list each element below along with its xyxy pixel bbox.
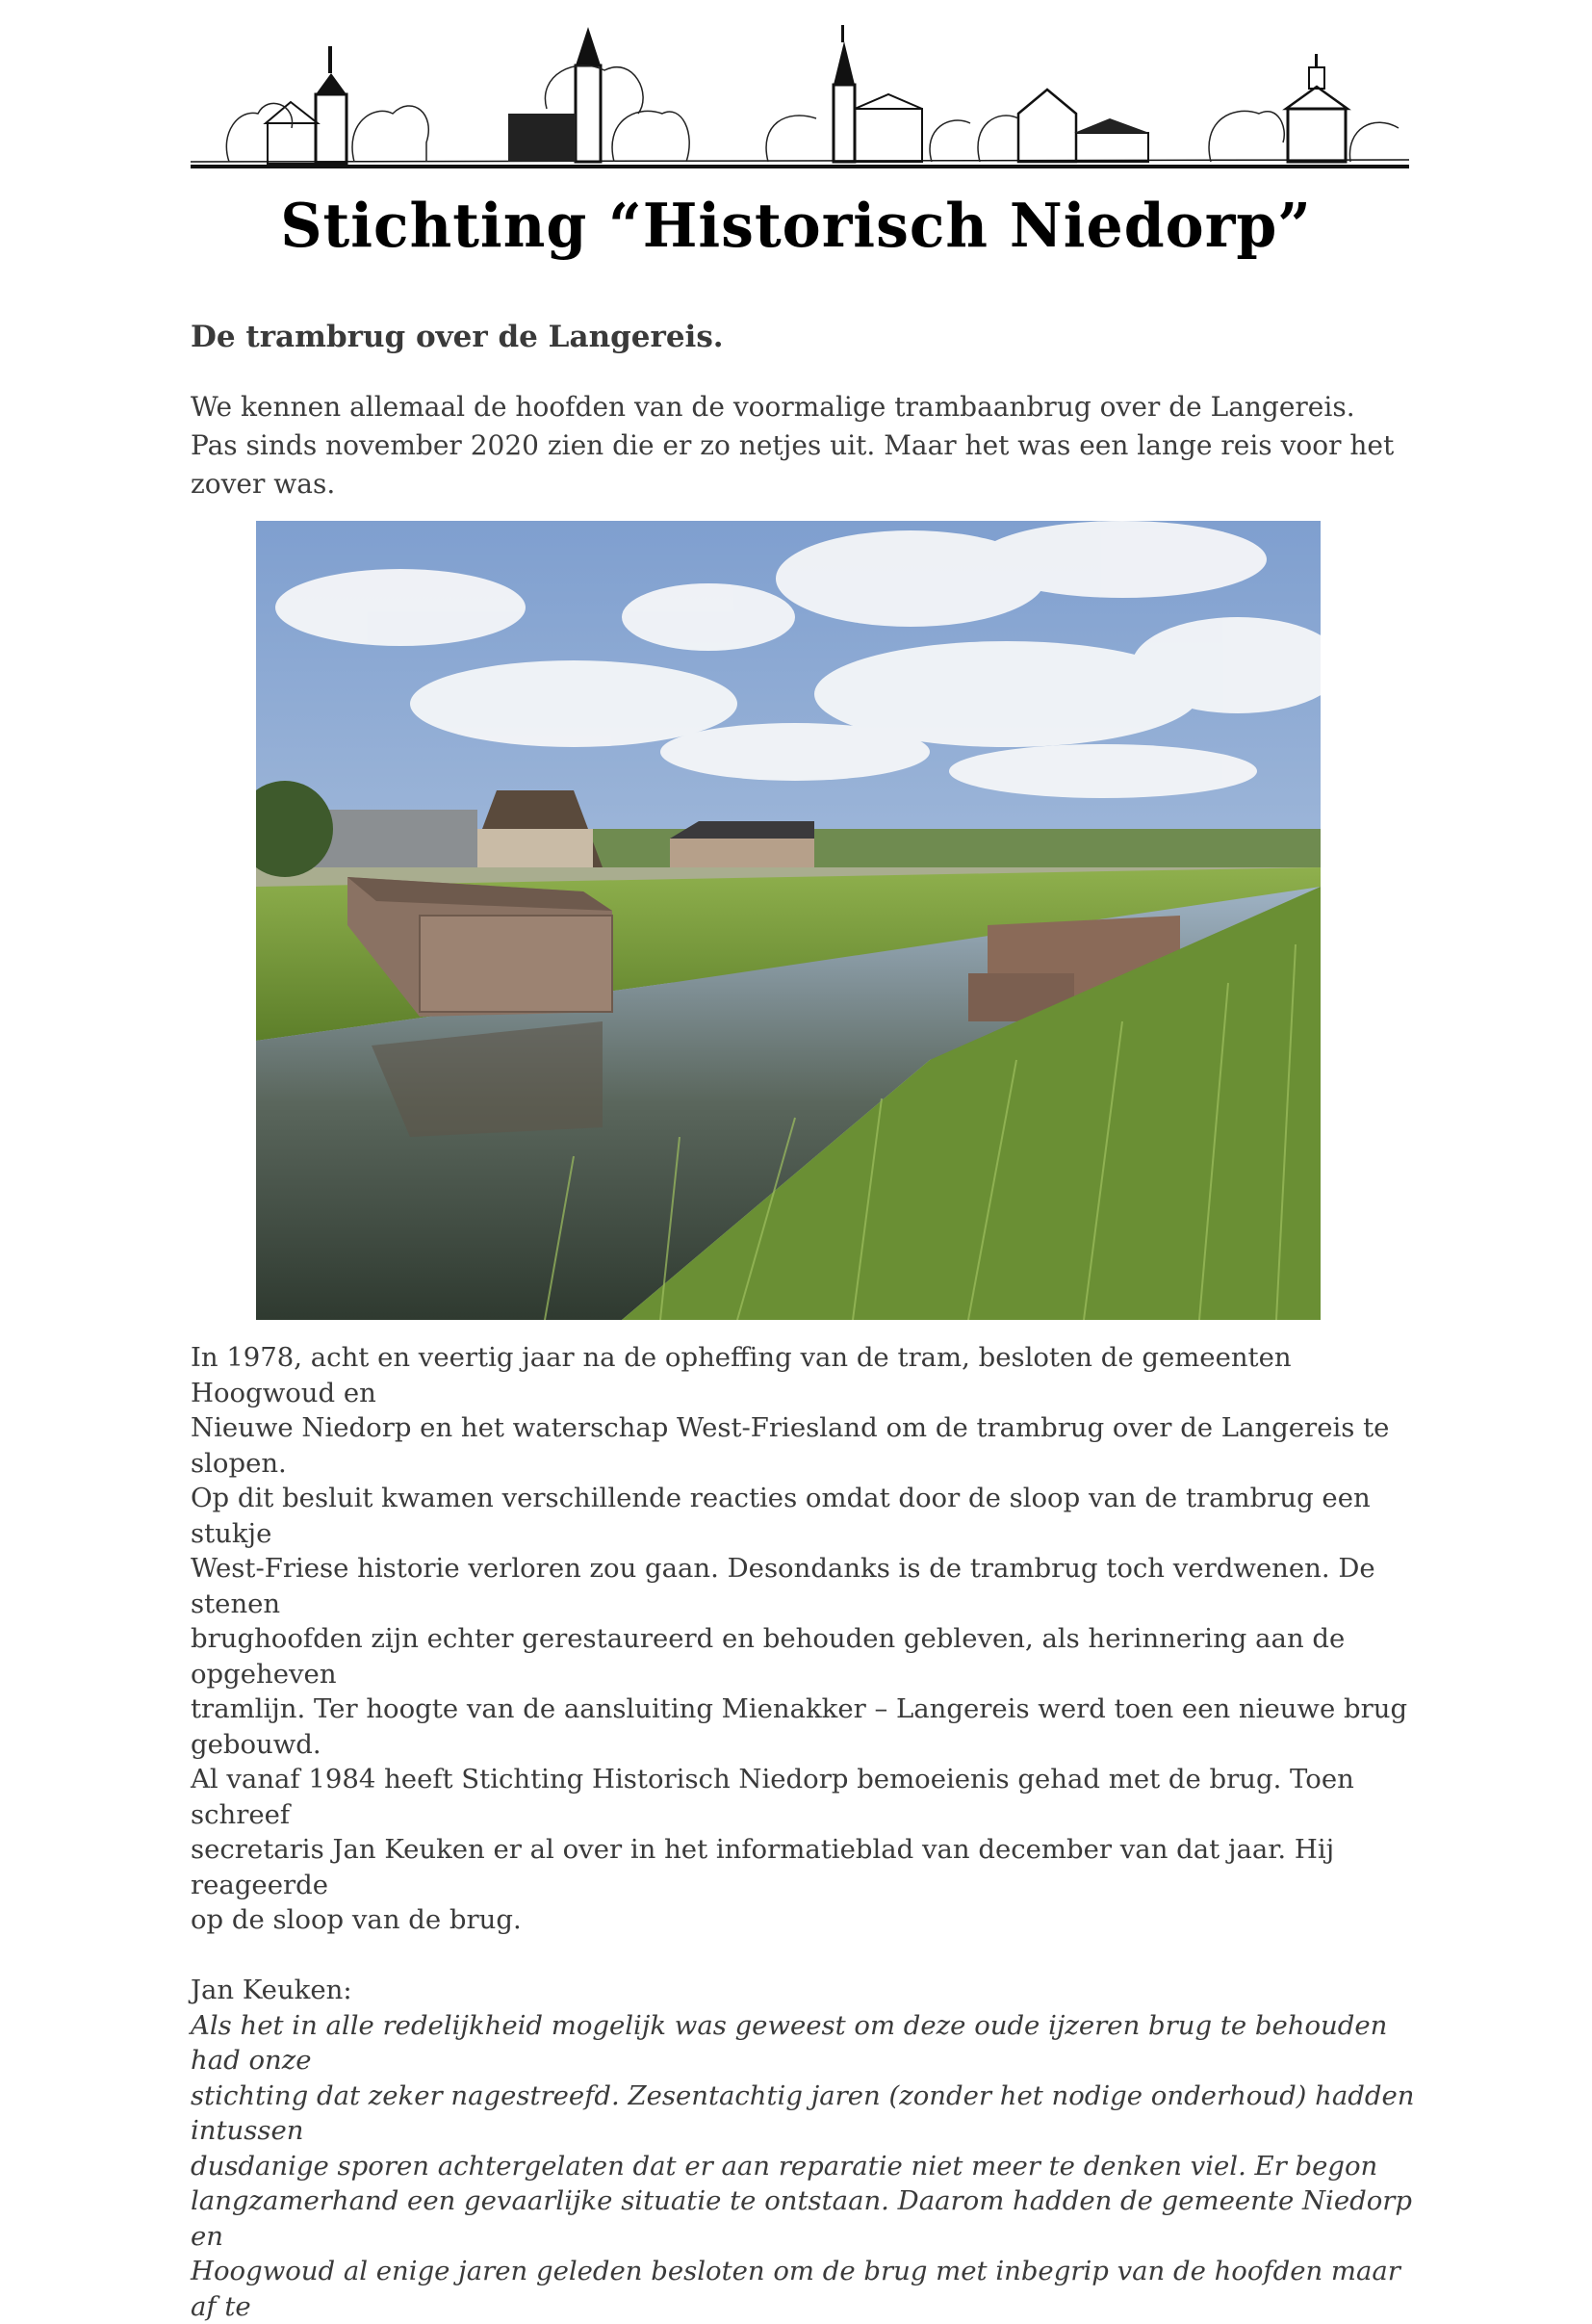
body-line: West-Friese historie verloren zou gaan. Desondanks is de trambrug toch verdwenen. De stenen — [191, 1553, 1375, 1619]
quote-author: Jan Keuken: — [191, 1975, 352, 2005]
body-line: tramlijn. Ter hoogte van de aansluiting Mienakker – Langereis werd toen een nieuwe brug — [191, 1693, 1408, 1724]
body-line: Al vanaf 1984 heeft Stichting Historisch Niedorp bemoeienis gehad met de brug. Toen schreef — [191, 1764, 1354, 1830]
intro-line: zover was. — [191, 468, 336, 500]
bridge-abutments-photo — [256, 521, 1321, 1320]
quote-line: Als het in alle redelijkheid mogelijk was geweest om deze oude ijzeren brug te behouden had onze — [191, 2009, 1388, 2076]
body-line: secretaris Jan Keuken er al over in het informatieblad van december van dat jaar. Hij reageerde — [191, 1834, 1335, 1900]
church-1-drawing — [226, 46, 428, 164]
quote-line: dusdanige sporen achtergelaten dat er aan reparatie niet meer te denken viel. Er begon — [191, 2150, 1378, 2182]
village-skyline-illustration — [191, 17, 1409, 173]
quote-line: Hoogwoud al enige jaren geleden besloten om de brug met inbegrip van de hoofden maar af te — [191, 2256, 1400, 2322]
quote-line: stichting dat zeker nagestreefd. Zesentachtig jaren (zonder het nodige onderhoud) hadden intussen — [191, 2079, 1415, 2146]
body-line: Nieuwe Niedorp en het waterschap West-Friesland om de trambrug over de Langereis te slopen. — [191, 1412, 1390, 1479]
intro-line: We kennen allemaal de hoofden van de voormalige trambaanbrug over de Langereis. — [191, 391, 1355, 423]
farmhouse-drawing — [978, 90, 1149, 162]
body-line: In 1978, acht en veertig jaar na de opheffing van de tram, besloten de gemeenten Hoogwoud en — [191, 1342, 1292, 1408]
body-line: brughoofden zijn echter gerestaureerd en behouden gebleven, als herinnering aan de opgeheven — [191, 1623, 1346, 1690]
town-hall-drawing — [1209, 54, 1399, 162]
intro-line: Pas sinds november 2020 zien die er zo netjes uit. Maar het was een lange reis voor het — [191, 429, 1395, 461]
body-line: op de sloop van de brug. — [191, 1904, 522, 1935]
intro-paragraph — [191, 388, 1413, 504]
church-3-drawing — [766, 25, 970, 162]
quote-line: langzamerhand een gevaarlijke situatie te ontstaan. Daarom hadden de gemeente Niedorp en — [191, 2185, 1413, 2252]
body-line: Op dit besluit kwamen verschillende reacties omdat door de sloop van de trambrug een stukje — [191, 1483, 1371, 1549]
body-line: gebouwd. — [191, 1728, 321, 1760]
article-title: De trambrug over de Langereis. — [191, 320, 724, 354]
foundation-title: Stichting “Historisch Niedorp” — [280, 191, 1312, 262]
article — [191, 313, 1413, 504]
article-body — [191, 1340, 1423, 2324]
paragraph-spacer — [191, 1938, 1423, 1974]
church-2-drawing — [508, 27, 689, 162]
